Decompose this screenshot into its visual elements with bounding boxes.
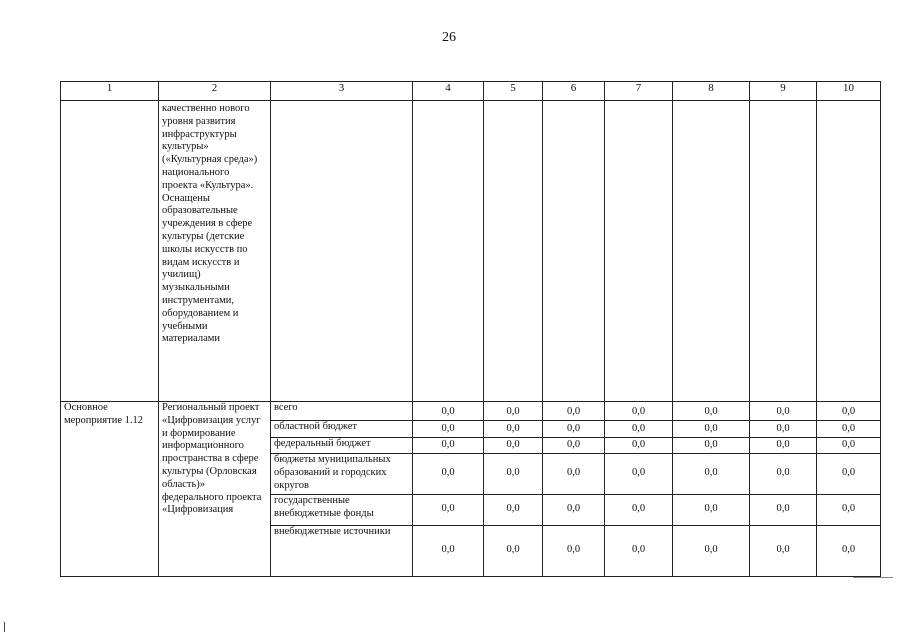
scan-edge-mark [4, 622, 5, 632]
empty-cell [61, 101, 159, 402]
value-cell: 0,0 [605, 495, 673, 526]
value-cell: 0,0 [413, 438, 484, 454]
value-cell: 0,0 [750, 454, 817, 495]
value-cell: 0,0 [413, 526, 484, 577]
page-number: 26 [442, 30, 456, 45]
continued-description: качественно нового уровня развития инфраструктуры культуры» («Культурная среда») национального проекта «Культура». Оснащены образовательные учреждения в сфере культуры (детские школы искусств по видам искусств и училищ) музыкальными инструментами, оборудованием и учебными материалами [159, 101, 271, 402]
value-cell: 0,0 [817, 526, 881, 577]
value-cell: 0,0 [484, 421, 543, 438]
value-cell: 0,0 [673, 402, 750, 421]
value-cell: 0,0 [673, 438, 750, 454]
activity-label: Основное мероприятие 1.12 [61, 402, 159, 577]
empty-cell [543, 101, 605, 402]
empty-cell [673, 101, 750, 402]
column-header: 2 [159, 82, 271, 101]
value-cell: 0,0 [543, 402, 605, 421]
value-cell: 0,0 [605, 526, 673, 577]
column-header: 1 [61, 82, 159, 101]
value-cell: 0,0 [817, 495, 881, 526]
value-cell: 0,0 [413, 402, 484, 421]
column-header: 7 [605, 82, 673, 101]
scan-dash-mark [853, 577, 893, 578]
table-header-row [61, 82, 881, 101]
value-cell: 0,0 [750, 402, 817, 421]
value-cell: 0,0 [413, 495, 484, 526]
value-cell: 0,0 [817, 402, 881, 421]
value-cell: 0,0 [605, 454, 673, 495]
value-cell: 0,0 [543, 438, 605, 454]
value-cell: 0,0 [750, 421, 817, 438]
value-cell: 0,0 [605, 402, 673, 421]
column-header: 4 [413, 82, 484, 101]
value-cell: 0,0 [750, 526, 817, 577]
funding-source: областной бюджет [271, 421, 413, 438]
value-cell: 0,0 [543, 421, 605, 438]
value-cell: 0,0 [413, 421, 484, 438]
value-cell: 0,0 [484, 402, 543, 421]
value-cell: 0,0 [543, 526, 605, 577]
value-cell: 0,0 [605, 438, 673, 454]
empty-cell [484, 101, 543, 402]
funding-source: государственные внебюджетные фонды [271, 495, 413, 526]
column-header: 3 [271, 82, 413, 101]
funding-source: бюджеты муниципальных образований и городских округов [271, 454, 413, 495]
value-cell: 0,0 [673, 454, 750, 495]
value-cell: 0,0 [673, 421, 750, 438]
value-cell: 0,0 [484, 526, 543, 577]
empty-cell [413, 101, 484, 402]
funding-source: внебюджетные источники [271, 526, 413, 577]
value-cell: 0,0 [484, 454, 543, 495]
value-cell: 0,0 [543, 495, 605, 526]
funding-source: всего [271, 402, 413, 421]
column-header: 8 [673, 82, 750, 101]
empty-cell [817, 101, 881, 402]
table-row-continuation [61, 101, 881, 402]
value-cell: 0,0 [605, 421, 673, 438]
value-cell: 0,0 [543, 454, 605, 495]
value-cell: 0,0 [484, 438, 543, 454]
column-header: 9 [750, 82, 817, 101]
funding-source: федеральный бюджет [271, 438, 413, 454]
value-cell: 0,0 [817, 438, 881, 454]
table-row [61, 402, 881, 421]
value-cell: 0,0 [750, 495, 817, 526]
value-cell: 0,0 [484, 495, 543, 526]
column-header: 5 [484, 82, 543, 101]
value-cell: 0,0 [750, 438, 817, 454]
column-header: 10 [817, 82, 881, 101]
activity-description: Региональный проект «Цифровизация услуг и формирование информационного пространства в сфере культуры (Орловская область)» федерального проекта «Цифровизация [159, 402, 271, 577]
value-cell: 0,0 [817, 421, 881, 438]
value-cell: 0,0 [673, 495, 750, 526]
value-cell: 0,0 [413, 454, 484, 495]
empty-cell [605, 101, 673, 402]
budget-table [60, 81, 881, 577]
column-header: 6 [543, 82, 605, 101]
empty-cell [271, 101, 413, 402]
value-cell: 0,0 [673, 526, 750, 577]
empty-cell [750, 101, 817, 402]
value-cell: 0,0 [817, 454, 881, 495]
